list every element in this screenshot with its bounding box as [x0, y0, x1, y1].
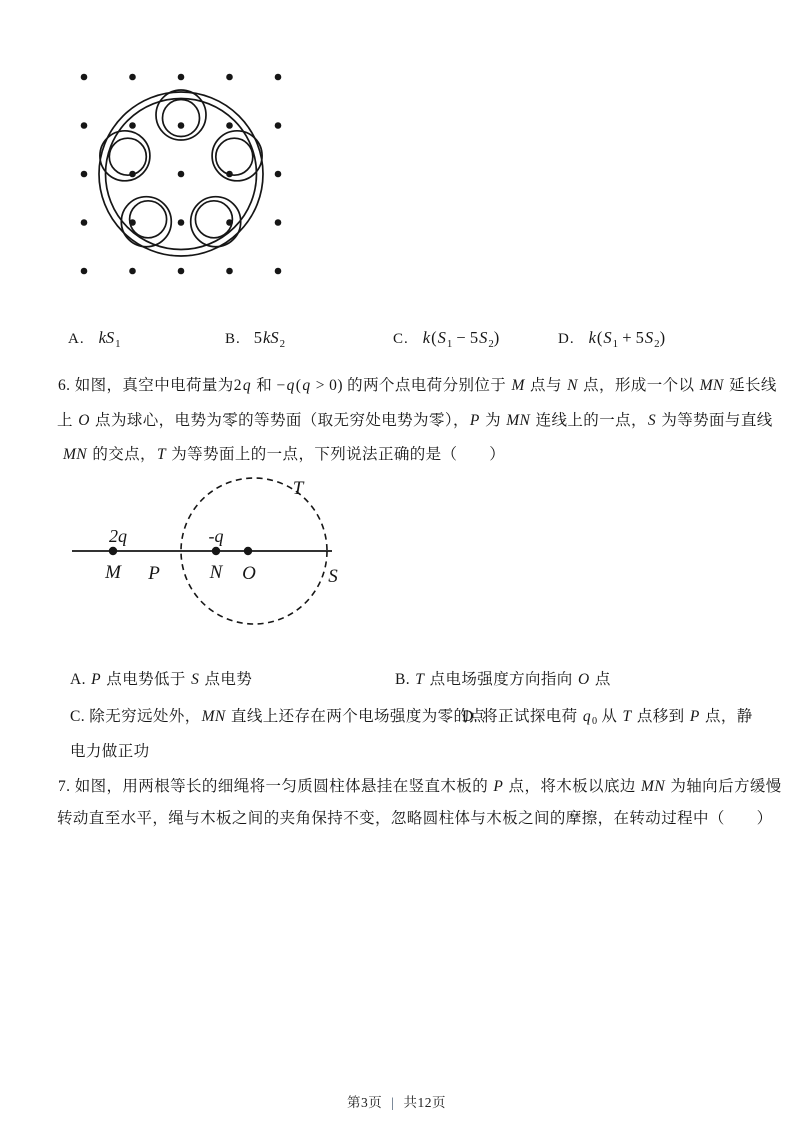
q6-option-d-continued: 电力做正功: [70, 743, 150, 760]
footer-separator: |: [391, 1095, 395, 1110]
q5-option-d-formula: $k(S_1 + 5S_2)$: [588, 328, 666, 350]
q6-stem-line-2: 上 O 点为球心，电势为零的等势面（取无穷处电势为零），P 为 MN 连线上的一点，S 为等势面与直线: [57, 412, 773, 429]
q5-option-a-formula: $kS_1$: [98, 328, 121, 350]
q5-option-b: [225, 328, 285, 348]
figure-question5-coil-in-field: [70, 63, 292, 290]
field-dot-grid: [81, 74, 282, 275]
point-o-label: O: [242, 563, 256, 584]
q5-option-d-label: D.: [558, 331, 575, 347]
q6-stem-line-1: 6. 如图，真空中电荷量为2q 和 −q(q > 0) 的两个点电荷分别位于 M 点与 N 点，形成一个以 MN 延长线: [58, 377, 777, 394]
q7-stem-line-1: 7. 如图，用两根等长的细绳将一匀质圆柱体悬挂在竖直木板的 P 点，将木板以底边 MN 为轴向后方缓慢: [58, 778, 782, 795]
q6-option-b: B. T 点电场强度方向指向 O 点: [395, 671, 611, 688]
q6-stem-line-3: MN 的交点，T 为等势面上的一点，下列说法正确的是（ ）: [63, 446, 506, 463]
point-n-label: N: [209, 562, 223, 583]
q5-option-b-label: B.: [225, 331, 241, 347]
q5-option-c-formula: $k(S_1 - 5S_2)$: [422, 328, 500, 350]
q5-option-b-formula: $5kS_2$: [253, 328, 286, 350]
q5-option-a-label: A.: [68, 331, 85, 347]
charge-negq-label: -q: [208, 526, 224, 546]
point-o-dot: [244, 547, 252, 555]
page-footer: [0, 1091, 793, 1111]
point-m-label: M: [105, 562, 121, 583]
q5-option-c-label: C.: [393, 331, 409, 347]
q5-option-a: [68, 328, 121, 348]
figure-question6-equipotential: [70, 472, 355, 637]
q6-option-d: D. 将正试探电荷 $q_0$ 从 T 点移到 P 点，静: [462, 708, 753, 728]
total-pages-label: 共12页: [403, 1095, 446, 1110]
q7-stem-line-2: 转动直至水平，绳与木板之间的夹角保持不变，忽略圆柱体与木板之间的摩擦，在转动过程中（ ）: [57, 810, 773, 827]
point-n-dot: [212, 547, 220, 555]
point-s-label: S: [328, 566, 338, 587]
point-t-label: T: [292, 478, 304, 499]
charge-2q-label: 2q: [109, 526, 127, 546]
point-m-dot: [109, 547, 117, 555]
q5-option-d: [558, 328, 665, 348]
q6-option-a: A. P 点电势低于 S 点电势: [70, 671, 253, 688]
q6-option-c: C. 除无穷远处外，MN 直线上还存在两个电场强度为零的点: [70, 708, 486, 725]
current-page-label: 第3页: [347, 1095, 383, 1110]
q5-option-c: [393, 328, 499, 348]
point-p-label: P: [148, 563, 160, 584]
figure-labels: [104, 478, 338, 587]
